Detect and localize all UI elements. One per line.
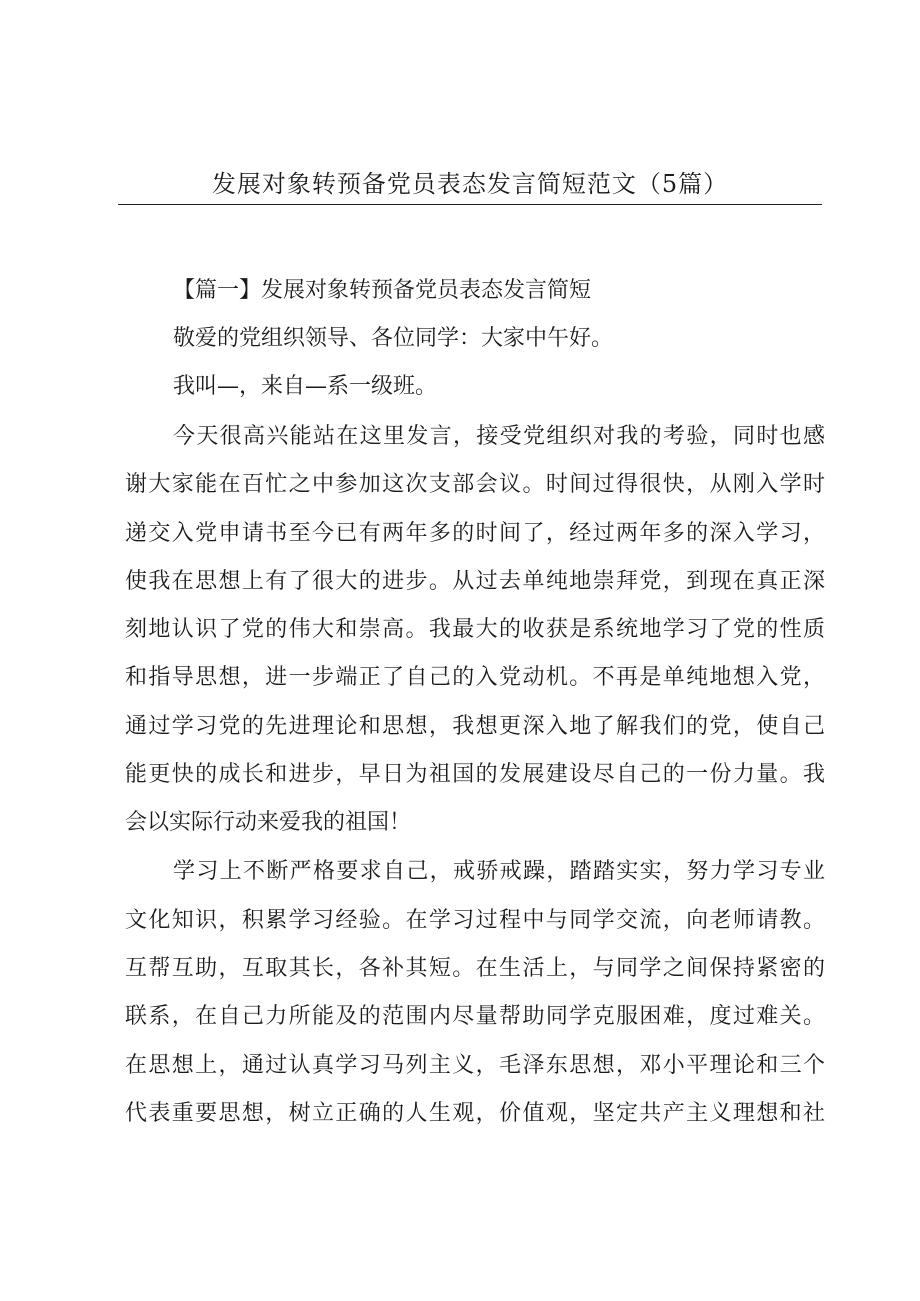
paragraph-line: 刻地认识了党的伟大和崇高。我最大的收获是系统地学习了党的性质: [125, 617, 825, 642]
paragraph-line: 使我在思想上有了很大的进步。从过去单纯地崇拜党，到现在真正深: [125, 569, 825, 594]
paragraph-line: 互帮互助，互取其长，各补其短。在生活上，与同学之间保持紧密的: [125, 956, 825, 981]
paragraph-line: 递交入党申请书至今已有两年多的时间了，经过两年多的深入学习，: [125, 521, 825, 546]
paragraph-line: 我叫—，来自—系一级班。: [173, 374, 438, 399]
paragraph-line: 能更快的成长和进步，早日为祖国的发展建设尽自己的一份力量。我: [125, 762, 825, 787]
document-title: 发展对象转预备党员表态发言简短范文（5篇）: [211, 170, 729, 198]
paragraph-line: 学习上不断严格要求自己，戒骄戒躁，踏踏实实，努力学习专业: [173, 859, 825, 884]
paragraph-line: 会以实际行动来爱我的祖国！: [125, 810, 412, 835]
section-heading: 【篇一】发展对象转预备党员表态发言简短: [173, 278, 592, 303]
paragraph-line: 代表重要思想，树立正确的人生观，价值观，坚定共产主义理想和社: [125, 1101, 825, 1126]
paragraph-line: 文化知识，积累学习经验。在学习过程中与同学交流，向老师请教。: [125, 908, 825, 933]
paragraph-line: 在思想上，通过认真学习马列主义，毛泽东思想，邓小平理论和三个: [125, 1053, 825, 1078]
paragraph-line: 联系，在自己力所能及的范围内尽量帮助同学克服困难，度过难关。: [125, 1004, 825, 1029]
paragraph-line: 今天很高兴能站在这里发言，接受党组织对我的考验，同时也感: [173, 424, 825, 449]
title-underline: [118, 204, 822, 205]
paragraph-line: 谢大家能在百忙之中参加这次支部会议。时间过得很快，从刚入学时: [125, 472, 825, 497]
paragraph-line: 敬爱的党组织领导、各位同学：大家中午好。: [173, 326, 614, 351]
paragraph-line: 通过学习党的先进理论和思想，我想更深入地了解我们的党，使自己: [125, 714, 825, 739]
paragraph-line: 和指导思想，进一步端正了自己的入党动机。不再是单纯地想入党，: [125, 665, 825, 690]
